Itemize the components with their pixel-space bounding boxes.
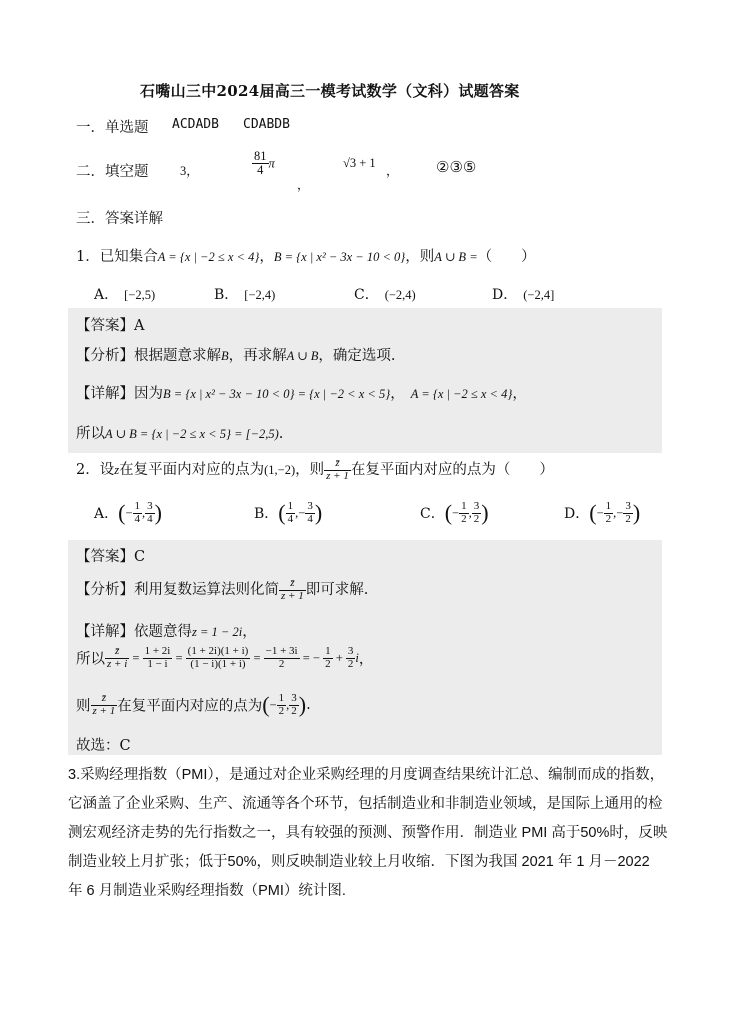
q2-detail-line3: 则 $\frac{z̄}{z + 1}$ 在复平面内对应的点为(− $\frac{1}{2}$ , $\frac{3}{2}$ ). xyxy=(76,691,311,717)
q1-option-d: D． (−2,4] xyxy=(492,287,555,303)
q1-option-c: C． (−2,4) xyxy=(354,287,416,303)
q2-detail: 【详解】依题意得z = 1 − 2i， xyxy=(76,624,257,640)
q2-stem: 2．设z在复平面内对应的点为(1,−2)，则 $\frac{z̄}{z + 1}$ 在复平面内对应的点为（ ） xyxy=(76,457,554,482)
q2-conclusion: 故选：C xyxy=(76,738,131,754)
section-fill-blank: 二．填空题 xyxy=(76,164,149,180)
q2-option-a: A．(− $\frac{1}{4}$ , $\frac{3}{4}$ ) xyxy=(94,499,162,525)
q2-option-c: C．(− $\frac{1}{2}$ , $\frac{3}{2}$ ) xyxy=(420,499,489,525)
q2-fraction: $\frac{z̄}{z + 1}$ xyxy=(326,457,349,482)
q2-answer: 【答案】C xyxy=(76,549,146,565)
q1-set-b: B = {x | x² − 3x − 10 < 0} xyxy=(273,250,406,264)
q1-union: A ∪ B = xyxy=(434,250,478,264)
section-single-choice: 一．单选题 xyxy=(76,120,149,136)
q1-stem-text: 1．已知集合 xyxy=(76,249,158,265)
q2-option-d: D．(− $\frac{1}{2}$ ,− $\frac{3}{2}$ ) xyxy=(564,499,641,525)
fill-answer-2 xyxy=(252,150,275,177)
fill-answer-4: ②③⑤ xyxy=(436,158,477,176)
q1-analysis: 【分析】根据题意求解B，再求解A ∪ B，确定选项. xyxy=(76,348,396,364)
fraction-denominator: 4 xyxy=(257,163,264,178)
fill-answer-1: 3， xyxy=(180,164,199,178)
pi-symbol: π xyxy=(268,156,275,171)
q1-blank: （ ） xyxy=(477,249,536,265)
page-title: 石嘴山三中2024届高三一模考试数学（文科）试题答案 xyxy=(140,82,520,100)
q3-paragraph: 3.采购经理指数（PMI），是通过对企业采购经理的月度调查结果统计汇总、编制而成的指数，它涵盖了企业采购、生产、流通等各个环节，包括制造业和非制造业领域，是国际上通用的检测宏观经济走势的先行指数之一，具有较强的预测、预警作用．制造业 PMI 高于50%时，反映制造业较上月扩张；低于50%，则反映制造业较上月收缩．下图为我国 2021 年 1 月－2022 年 6 月制造业采购经理指数（PMI）统计图. xyxy=(68,767,668,899)
q2-option-b: B．( $\frac{1}{4}$ ,− $\frac{3}{4}$ ) xyxy=(254,499,323,525)
q1-comma: ， xyxy=(259,249,274,265)
fill-comma-2: ， xyxy=(386,164,399,178)
section-detailed-answers: 三．答案详解 xyxy=(76,211,163,227)
q1-set-a: A = {x | −2 ≤ x < 4} xyxy=(157,250,260,264)
fill-answer-3: √3 + 1 xyxy=(343,156,376,170)
q1-detail: 【详解】因为B = {x | x² − 3x − 10 < 0} = {x | −2 < x < 5}， A = {x | −2 ≤ x < 4}， xyxy=(76,386,527,402)
fill-comma-1: ， xyxy=(297,178,310,192)
q1-option-b: B． [−2,4) xyxy=(214,287,276,303)
q2-analysis: 【分析】利用复数运算法则化简 $\frac{z̄}{z + 1}$ 即可求解. xyxy=(76,577,369,602)
single-choice-answers-1: ACDADB xyxy=(172,117,219,132)
q2-detail-line2: 所以 $\frac{z̄}{z + i}$ = $\frac{1 + 2i}{1 - i}$ = $\frac{(1 + 2i)(1 + i)}{(1 - i)(1 + i)}$ = $\frac{-1 + 3i}{2}$ = − $\frac{1}{2}$ + $\frac{3}{2}$ i， xyxy=(76,645,374,670)
q1-then: ，则 xyxy=(405,249,435,265)
q1-option-a: A． [−2,5) xyxy=(94,287,156,303)
q1-stem xyxy=(76,245,536,266)
fraction-numerator: 81 xyxy=(254,149,267,163)
q1-detail-line2: 所以A ∪ B = {x | −2 ≤ x < 5} = [−2,5). xyxy=(76,426,284,442)
single-choice-answers-2: CDABDB xyxy=(243,117,290,132)
q1-answer: 【答案】A xyxy=(76,318,145,334)
